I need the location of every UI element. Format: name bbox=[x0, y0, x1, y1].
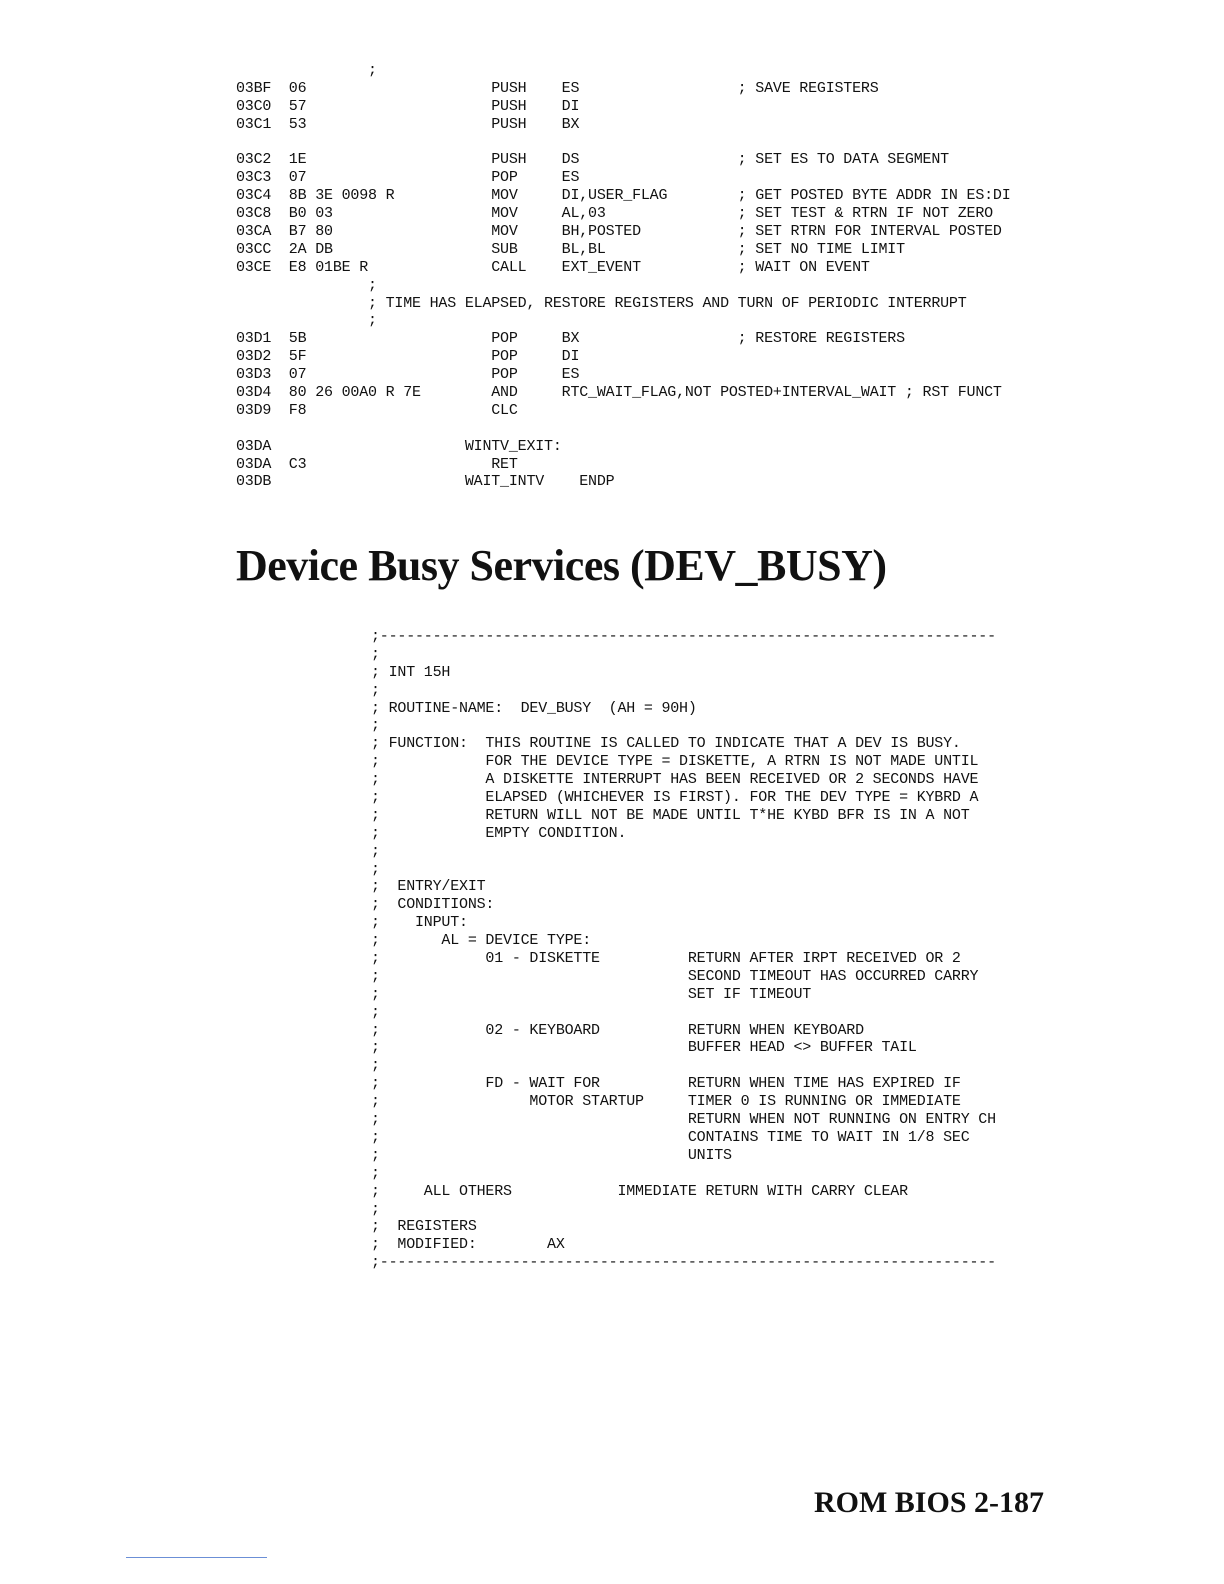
code-line: 03CA B7 80 MOV BH,POSTED ; SET RTRN FOR INTERVAL POSTED bbox=[236, 223, 1002, 241]
comment-line: ; bbox=[371, 1164, 380, 1182]
comment-line: ; CONTAINS TIME TO WAIT IN 1/8 SEC bbox=[371, 1128, 970, 1146]
code-line: 03D2 5F POP DI bbox=[236, 348, 580, 366]
code-line: 03BF 06 PUSH ES ; SAVE REGISTERS bbox=[236, 79, 879, 97]
section-title: Device Busy Services (DEV_BUSY) bbox=[236, 541, 887, 590]
comment-line: ;---------------------------------------------------------------------- bbox=[371, 1254, 996, 1272]
comment-line: ; SECOND TIMEOUT HAS OCCURRED CARRY bbox=[371, 967, 979, 985]
comment-line: ; bbox=[371, 860, 380, 878]
comment-line: ; FD - WAIT FOR RETURN WHEN TIME HAS EXPIRED IF bbox=[371, 1075, 961, 1093]
comment-line: ; RETURN WHEN NOT RUNNING ON ENTRY CH bbox=[371, 1111, 996, 1129]
code-line: 03DA C3 RET bbox=[236, 455, 518, 473]
comment-line: ; MOTOR STARTUP TIMER 0 IS RUNNING OR IMMEDIATE bbox=[371, 1093, 961, 1111]
code-line: 03C4 8B 3E 0098 R MOV DI,USER_FLAG ; GET POSTED BYTE ADDR IN ES:DI bbox=[236, 187, 1011, 205]
comment-line: ; UNITS bbox=[371, 1146, 732, 1164]
code-line: 03D1 5B POP BX ; RESTORE REGISTERS bbox=[236, 330, 905, 348]
page-footer: ROM BIOS 2-187 bbox=[813, 1486, 1044, 1519]
comment-line: ; INT 15H bbox=[371, 663, 451, 681]
comment-line: ; 01 - DISKETTE RETURN AFTER IRPT RECEIVED OR 2 bbox=[371, 950, 961, 968]
comment-line: ; bbox=[371, 717, 380, 735]
comment-line: ; RETURN WILL NOT BE MADE UNTIL T*HE KYBD BFR IS IN A NOT bbox=[371, 806, 970, 824]
comment-line: ;---------------------------------------------------------------------- bbox=[371, 628, 996, 645]
comment-line: ; BUFFER HEAD <> BUFFER TAIL bbox=[371, 1039, 917, 1057]
comment-line: ; EMPTY CONDITION. bbox=[371, 824, 627, 842]
code-line: 03C0 57 PUSH DI bbox=[236, 97, 580, 115]
comment-line: ; REGISTERS bbox=[371, 1218, 477, 1236]
comment-line: ; FOR THE DEVICE TYPE = DISKETTE, A RTRN IS NOT MADE UNTIL bbox=[371, 753, 979, 771]
code-line: ; bbox=[236, 62, 377, 79]
comment-line: ; AL = DEVICE TYPE: bbox=[371, 932, 592, 950]
code-line: 03D9 F8 CLC bbox=[236, 401, 518, 419]
code-line: 03CC 2A DB SUB BL,BL ; SET NO TIME LIMIT bbox=[236, 240, 905, 258]
code-line: 03C1 53 PUSH BX bbox=[236, 115, 580, 133]
comment-line: ; CONDITIONS: bbox=[371, 896, 495, 914]
routine-comment-block bbox=[371, 628, 996, 1272]
code-line bbox=[236, 134, 1011, 152]
comment-line: ; bbox=[371, 842, 380, 860]
comment-line: ; MODIFIED: AX bbox=[371, 1236, 565, 1254]
code-line: ; bbox=[236, 276, 377, 294]
scan-artifact-line bbox=[126, 1557, 267, 1558]
code-line: 03C3 07 POP ES bbox=[236, 169, 580, 187]
comment-line: ; SET IF TIMEOUT bbox=[371, 985, 812, 1003]
comment-line: ; ELAPSED (WHICHEVER IS FIRST). FOR THE DEV TYPE = KYBRD A bbox=[371, 789, 979, 807]
comment-line: ; FUNCTION: THIS ROUTINE IS CALLED TO INDICATE THAT A DEV IS BUSY. bbox=[371, 735, 961, 753]
comment-line: ; bbox=[371, 1057, 380, 1075]
code-line bbox=[236, 420, 1011, 438]
code-line: 03D3 07 POP ES bbox=[236, 366, 580, 384]
code-line: 03DA WINTV_EXIT: bbox=[236, 437, 562, 455]
comment-line: ; 02 - KEYBOARD RETURN WHEN KEYBOARD bbox=[371, 1021, 864, 1039]
comment-line: ; ENTRY/EXIT bbox=[371, 878, 486, 896]
code-line: ; TIME HAS ELAPSED, RESTORE REGISTERS AND TURN OF PERIODIC INTERRUPT bbox=[236, 294, 967, 312]
comment-line: ; ALL OTHERS IMMEDIATE RETURN WITH CARRY CLEAR bbox=[371, 1182, 908, 1200]
code-line: ; bbox=[236, 312, 377, 330]
comment-line: ; bbox=[371, 1200, 380, 1218]
comment-line: ; A DISKETTE INTERRUPT HAS BEEN RECEIVED OR 2 SECONDS HAVE bbox=[371, 771, 979, 789]
code-line: 03D4 80 26 00A0 R 7E AND RTC_WAIT_FLAG,NOT POSTED+INTERVAL_WAIT ; RST FUNCT bbox=[236, 384, 1002, 402]
comment-line: ; bbox=[371, 681, 380, 699]
comment-line: ; INPUT: bbox=[371, 914, 468, 932]
comment-line: ; bbox=[371, 1003, 380, 1021]
assembly-listing bbox=[236, 62, 1011, 491]
code-line: 03C2 1E PUSH DS ; SET ES TO DATA SEGMENT bbox=[236, 151, 949, 169]
comment-line: ; ROUTINE-NAME: DEV_BUSY (AH = 90H) bbox=[371, 699, 697, 717]
comment-line: ; bbox=[371, 645, 380, 663]
code-line: 03DB WAIT_INTV ENDP bbox=[236, 473, 615, 491]
code-line: 03CE E8 01BE R CALL EXT_EVENT ; WAIT ON EVENT bbox=[236, 258, 870, 276]
code-line: 03C8 B0 03 MOV AL,03 ; SET TEST & RTRN IF NOT ZERO bbox=[236, 205, 993, 223]
